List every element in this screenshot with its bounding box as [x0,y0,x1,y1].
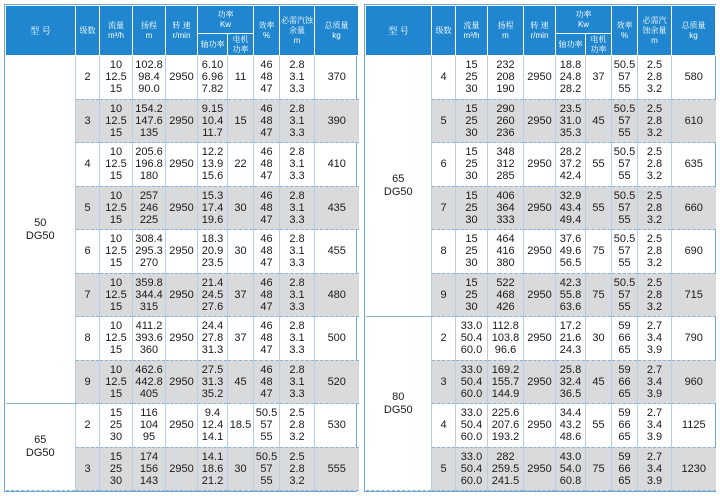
cell-head: 282 259.5 241.5 [488,447,524,491]
cell-weight: 390 [315,99,359,143]
cell-motor-power: 45 [586,360,612,404]
cell-motor-power: 37 [228,273,254,317]
cell-npsh: 2.5 2.8 3.2 [638,186,672,230]
cell-npsh: 2.8 3.1 3.3 [280,143,315,187]
cell-stages: 7 [76,273,100,317]
cell-head: 174 156 143 [133,447,166,491]
cell-stages: 3 [76,447,100,491]
cell-shaft-power: 6.10 6.96 7.82 [198,56,228,100]
cell-speed: 2950 [166,317,198,361]
cell-motor-power: 55 [586,186,612,230]
cell-efficiency: 59 66 65 [612,317,638,361]
cell-speed: 2950 [166,360,198,404]
cell-efficiency: 59 66 65 [612,404,638,448]
cell-head: 112.8 103.8 96.6 [488,317,524,361]
cell-stages: 5 [432,447,456,491]
header-speed: 转 速 r/min [166,6,198,56]
cell-shaft-power: 43.0 54.0 60.8 [556,447,586,491]
cell-model: 80 DG50 [366,317,432,491]
cell-speed: 2950 [524,447,556,491]
header-weight: 总质量 kg [672,6,716,56]
header-stages: 级数 [76,6,100,56]
cell-efficiency: 46 48 47 [254,360,280,404]
cell-stages: 3 [432,360,456,404]
pump-spec-table-left [4,4,357,492]
cell-speed: 2950 [166,447,198,491]
cell-motor-power: 45 [228,360,254,404]
cell-head: 102.8 98.4 90.0 [133,56,166,100]
header-flow: 流量 m³/h [100,6,133,56]
cell-weight: 410 [315,143,359,187]
cell-stages: 9 [432,273,456,317]
cell-stages: 5 [432,99,456,143]
cell-stages: 2 [76,56,100,100]
cell-stages: 2 [432,317,456,361]
cell-flow: 10 12.5 15 [100,360,133,404]
header-efficiency: 效率 % [612,6,638,56]
header-npsh: 必需汽蚀余量 m [638,6,672,56]
cell-shaft-power: 23.5 31.0 35.3 [556,99,586,143]
cell-motor-power: 30 [228,447,254,491]
cell-motor-power: 37 [228,317,254,361]
cell-npsh: 2.8 3.1 3.3 [280,273,315,317]
cell-speed: 2950 [524,56,556,100]
cell-npsh: 2.5 2.8 3.2 [638,143,672,187]
cell-head: 462.6 442.8 405 [133,360,166,404]
cell-flow: 10 12.5 15 [100,143,133,187]
cell-head: 169.2 155.7 144.9 [488,360,524,404]
cell-stages: 4 [432,56,456,100]
cell-shaft-power: 9.4 12.4 14.1 [198,404,228,448]
cell-stages: 4 [432,404,456,448]
cell-motor-power: 75 [586,447,612,491]
cell-efficiency: 50.5 57 55 [254,404,280,448]
cell-shaft-power: 15.3 17.4 19.6 [198,186,228,230]
cell-head: 348 312 285 [488,143,524,187]
cell-head: 154.2 147.6 135 [133,99,166,143]
table-row [366,317,716,361]
cell-efficiency: 46 48 47 [254,186,280,230]
cell-head: 290 260 236 [488,99,524,143]
cell-head: 257 246 225 [133,186,166,230]
cell-motor-power: 11 [228,56,254,100]
cell-speed: 2950 [524,317,556,361]
cell-flow: 33.0 50.4 60.0 [456,317,488,361]
cell-stages: 3 [76,99,100,143]
cell-shaft-power: 37.6 49.6 56.5 [556,230,586,274]
cell-shaft-power: 12.2 13.9 15.6 [198,143,228,187]
cell-motor-power: 22 [228,143,254,187]
header-head: 扬程 m [488,6,524,56]
cell-efficiency: 50.5 57 55 [612,230,638,274]
cell-flow: 15 25 30 [456,99,488,143]
header-shaft-power: 轴功率 [556,34,586,56]
header-shaft-power: 轴功率 [198,34,228,56]
header-model: 型 号 [366,6,432,56]
cell-efficiency: 59 66 65 [612,360,638,404]
cell-weight: 635 [672,143,716,187]
cell-shaft-power: 27.5 31.3 35.2 [198,360,228,404]
cell-stages: 5 [76,186,100,230]
table-row [6,404,359,448]
header-flow: 流量 m³/h [456,6,488,56]
table-row [6,56,359,100]
cell-head: 411.2 393.6 360 [133,317,166,361]
cell-head: 522 468 426 [488,273,524,317]
header-head: 扬程 m [133,6,166,56]
cell-npsh: 2.8 3.1 3.3 [280,360,315,404]
cell-flow: 33.0 50.4 60.0 [456,404,488,448]
cell-flow: 15 25 30 [456,273,488,317]
cell-shaft-power: 18.3 20.9 23.5 [198,230,228,274]
cell-head: 406 364 333 [488,186,524,230]
cell-npsh: 2.7 3.4 3.9 [638,447,672,491]
cell-flow: 15 25 30 [456,56,488,100]
cell-stages: 9 [76,360,100,404]
cell-speed: 2950 [166,230,198,274]
cell-stages: 8 [76,317,100,361]
cell-flow: 15 25 30 [456,143,488,187]
cell-speed: 2950 [524,99,556,143]
header-speed: 转 速 r/min [524,6,556,56]
header-stages: 级数 [432,6,456,56]
cell-weight: 960 [672,360,716,404]
cell-flow: 15 25 30 [100,447,133,491]
cell-weight: 435 [315,186,359,230]
cell-motor-power: 30 [586,317,612,361]
cell-stages: 8 [432,230,456,274]
cell-npsh: 2.5 2.8 3.2 [638,230,672,274]
cell-speed: 2950 [166,99,198,143]
cell-npsh: 2.5 2.8 3.2 [638,273,672,317]
cell-motor-power: 18.5 [228,404,254,448]
cell-shaft-power: 17.2 21.6 24.3 [556,317,586,361]
cell-flow: 10 12.5 15 [100,99,133,143]
cell-speed: 2950 [166,404,198,448]
cell-flow: 15 25 30 [456,230,488,274]
cell-speed: 2950 [524,186,556,230]
cell-efficiency: 50.5 57 55 [612,56,638,100]
cell-shaft-power: 34.4 43.2 48.6 [556,404,586,448]
cell-motor-power: 75 [586,230,612,274]
cell-weight: 370 [315,56,359,100]
spec-table-right [365,5,716,491]
cell-motor-power: 30 [228,230,254,274]
cell-weight: 530 [315,404,359,448]
cell-flow: 10 12.5 15 [100,230,133,274]
cell-weight: 520 [315,360,359,404]
cell-motor-power: 75 [586,273,612,317]
cell-weight: 610 [672,99,716,143]
header-motor-power: 电机功率 [586,34,612,56]
cell-flow: 33.0 50.4 60.0 [456,447,488,491]
cell-motor-power: 55 [586,404,612,448]
cell-shaft-power: 9.15 10.4 11.7 [198,99,228,143]
cell-flow: 10 12.5 15 [100,56,133,100]
cell-speed: 2950 [166,143,198,187]
table-body-left [6,56,359,491]
cell-npsh: 2.8 3.1 3.3 [280,230,315,274]
cell-model: 65 DG50 [366,56,432,317]
cell-head: 225.6 207.6 193.2 [488,404,524,448]
cell-weight: 580 [672,56,716,100]
cell-motor-power: 55 [586,143,612,187]
cell-flow: 15 25 30 [456,186,488,230]
cell-flow: 10 12.5 15 [100,186,133,230]
cell-speed: 2950 [166,273,198,317]
cell-weight: 500 [315,317,359,361]
cell-speed: 2950 [524,230,556,274]
cell-efficiency: 46 48 47 [254,273,280,317]
cell-speed: 2950 [524,273,556,317]
cell-efficiency: 50.5 57 55 [612,99,638,143]
header-npsh: 必需汽蚀余量 m [280,6,315,56]
cell-shaft-power: 25.8 32.4 36.5 [556,360,586,404]
cell-stages: 7 [432,186,456,230]
table-body-right [366,56,716,491]
table-row [366,56,716,100]
cell-motor-power: 45 [586,99,612,143]
cell-npsh: 2.5 2.8 3.2 [638,56,672,100]
cell-efficiency: 46 48 47 [254,99,280,143]
cell-head: 308.4 295.3 270 [133,230,166,274]
cell-npsh: 2.8 3.1 3.3 [280,99,315,143]
header-model: 型 号 [6,6,76,56]
cell-efficiency: 59 66 65 [612,447,638,491]
cell-head: 205.6 196.8 180 [133,143,166,187]
cell-motor-power: 37 [586,56,612,100]
cell-efficiency: 50.5 57 55 [254,447,280,491]
cell-efficiency: 46 48 47 [254,143,280,187]
cell-shaft-power: 18.8 24.8 28.2 [556,56,586,100]
cell-speed: 2950 [524,360,556,404]
cell-flow: 10 12.5 15 [100,273,133,317]
pump-spec-table-right [364,4,716,492]
cell-efficiency: 50.5 57 55 [612,273,638,317]
cell-weight: 555 [315,447,359,491]
cell-shaft-power: 21.4 24.5 27.6 [198,273,228,317]
cell-weight: 660 [672,186,716,230]
cell-npsh: 2.5 2.8 3.2 [280,447,315,491]
cell-head: 464 416 380 [488,230,524,274]
cell-stages: 6 [76,230,100,274]
cell-stages: 2 [76,404,100,448]
header-efficiency: 效率 % [254,6,280,56]
header-weight: 总质量 kg [315,6,359,56]
cell-head: 359.8 344.4 315 [133,273,166,317]
cell-head: 116 104 95 [133,404,166,448]
cell-model: 65 DG50 [6,404,76,491]
cell-flow: 10 12.5 15 [100,317,133,361]
cell-shaft-power: 14.1 18.6 21.2 [198,447,228,491]
cell-motor-power: 30 [228,186,254,230]
spec-table-left [5,5,359,491]
cell-shaft-power: 42.3 55.8 63.6 [556,273,586,317]
cell-speed: 2950 [166,56,198,100]
cell-weight: 1125 [672,404,716,448]
cell-efficiency: 46 48 47 [254,230,280,274]
cell-npsh: 2.5 2.8 3.2 [638,99,672,143]
cell-weight: 1230 [672,447,716,491]
header-motor-power: 电机功率 [228,34,254,56]
cell-flow: 33.0 50.4 60.0 [456,360,488,404]
cell-speed: 2950 [166,186,198,230]
cell-shaft-power: 32.9 43.4 49.4 [556,186,586,230]
cell-head: 232 208 190 [488,56,524,100]
cell-weight: 690 [672,230,716,274]
cell-shaft-power: 28.2 37.2 42.4 [556,143,586,187]
cell-flow: 15 25 30 [100,404,133,448]
cell-efficiency: 50.5 57 55 [612,186,638,230]
cell-weight: 480 [315,273,359,317]
cell-speed: 2950 [524,143,556,187]
cell-efficiency: 50.5 57 55 [612,143,638,187]
cell-npsh: 2.8 3.1 3.3 [280,317,315,361]
cell-motor-power: 15 [228,99,254,143]
cell-npsh: 2.7 3.4 3.9 [638,404,672,448]
cell-efficiency: 46 48 47 [254,56,280,100]
cell-shaft-power: 24.4 27.8 31.3 [198,317,228,361]
cell-stages: 6 [432,143,456,187]
cell-npsh: 2.8 3.1 3.3 [280,56,315,100]
cell-stages: 4 [76,143,100,187]
cell-weight: 715 [672,273,716,317]
cell-efficiency: 46 48 47 [254,317,280,361]
cell-model: 50 DG50 [6,56,76,404]
cell-npsh: 2.5 2.8 3.2 [280,404,315,448]
cell-weight: 790 [672,317,716,361]
cell-speed: 2950 [524,404,556,448]
header-power: 功率 Kw [556,6,612,34]
cell-npsh: 2.7 3.4 3.9 [638,317,672,361]
cell-npsh: 2.8 3.1 3.3 [280,186,315,230]
header-power: 功率 Kw [198,6,254,34]
cell-npsh: 2.7 3.4 3.9 [638,360,672,404]
cell-weight: 455 [315,230,359,274]
